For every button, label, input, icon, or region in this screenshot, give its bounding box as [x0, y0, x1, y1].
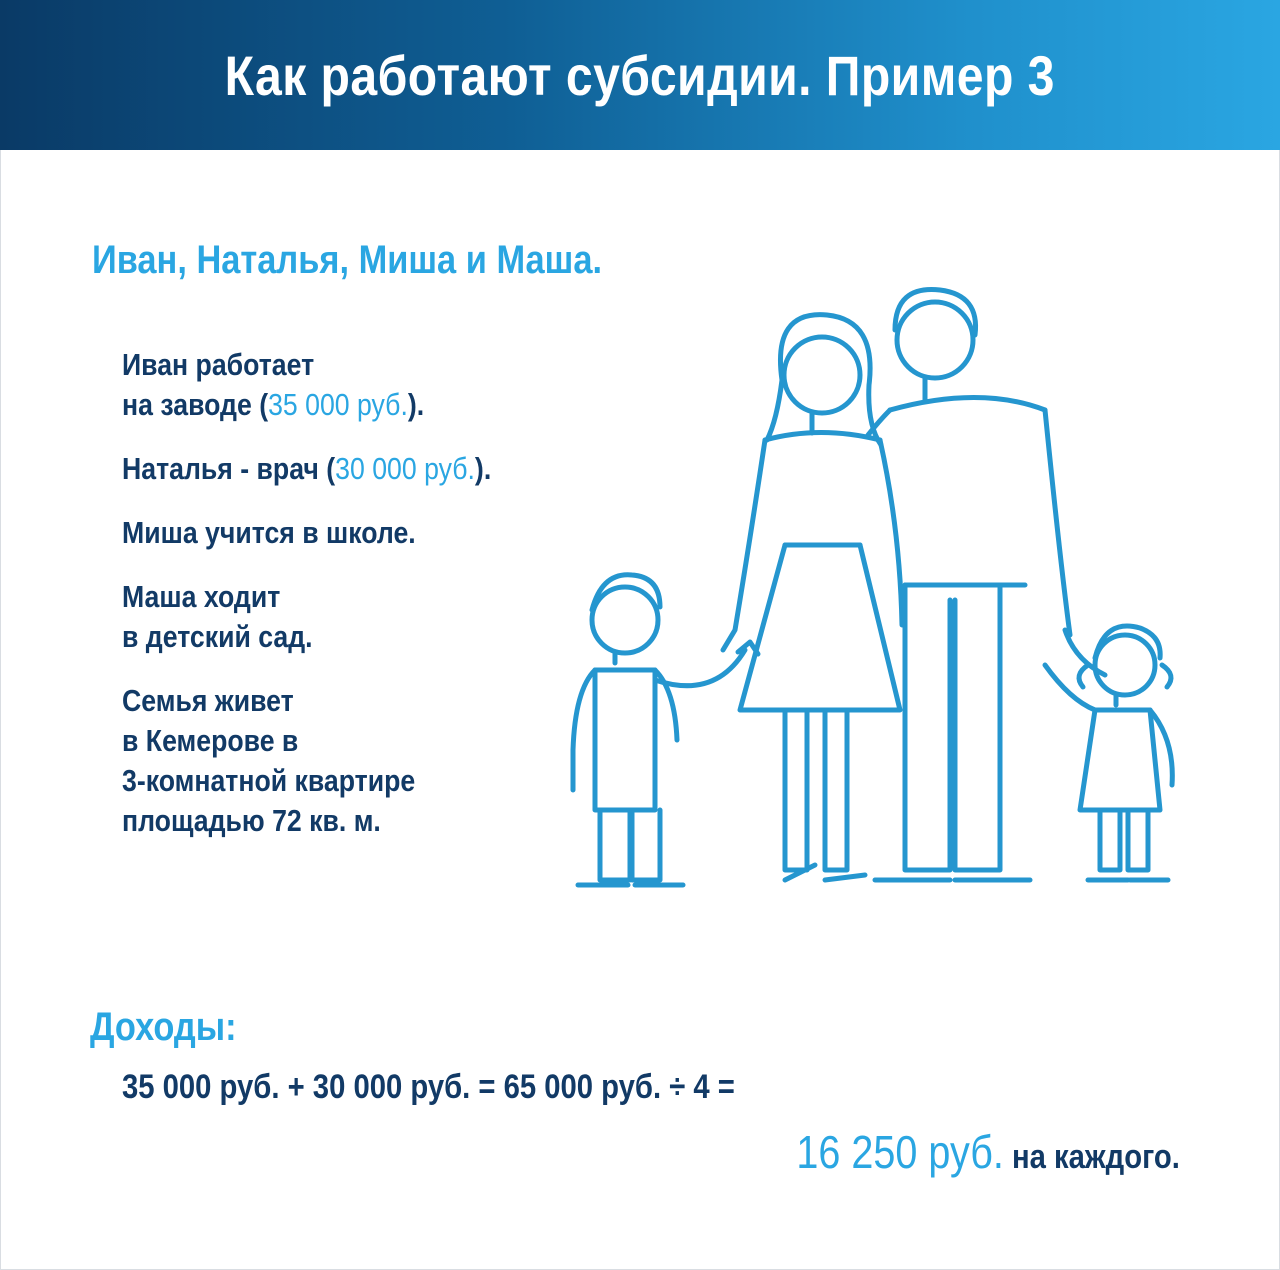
header-banner: [0, 0, 1280, 150]
man-figure-icon: [868, 290, 1105, 881]
fact-masha-line1: Маша ходит: [122, 579, 281, 614]
natalia-salary: 30 000 руб.: [335, 451, 475, 486]
family-illustration-icon: [560, 280, 1200, 910]
boy-figure-icon: [573, 575, 758, 885]
ivan-salary: 35 000 руб.: [268, 387, 408, 422]
family-names-text: Иван, Наталья, Миша и Маша.: [92, 238, 603, 282]
fact-housing-line3: 3-комнатной квартире: [122, 763, 416, 798]
fact-housing: [122, 681, 551, 841]
fact-housing-line2: в Кемерове в: [122, 723, 299, 758]
fact-ivan-line1: Иван работает: [122, 347, 315, 382]
per-person-amount: 16 250 руб.: [796, 1126, 1004, 1178]
income-heading: [90, 1005, 260, 1050]
fact-masha-line2: в детский сад.: [122, 619, 313, 654]
income-heading-text: Доходы:: [90, 1005, 237, 1049]
girl-figure-icon: [1045, 626, 1172, 880]
income-formula-text: 35 000 руб. + 30 000 руб. = 65 000 руб. ÷ 4 =: [122, 1068, 735, 1106]
fact-natalia-line: Наталья - врач (30 000 руб.).: [122, 451, 492, 486]
family-names-heading: [92, 238, 685, 283]
fact-ivan: [122, 345, 551, 425]
income-formula: [122, 1068, 835, 1107]
page-title: Как работают субсидии. Пример 3: [224, 43, 1056, 107]
fact-misha-line: Миша учится в школе.: [122, 515, 416, 550]
fact-masha: [122, 577, 551, 657]
family-facts: [122, 345, 551, 865]
income-result: [734, 1125, 1180, 1179]
fact-housing-line4: площадью 72 кв. м.: [122, 803, 381, 838]
fact-housing-line1: Семья живет: [122, 683, 294, 718]
fact-natalia: [122, 449, 551, 489]
fact-ivan-line2: на заводе (35 000 руб.).: [122, 387, 425, 422]
fact-misha: [122, 513, 551, 553]
income-result-text: [797, 1125, 1180, 1179]
per-person-suffix: на каждого.: [1012, 1138, 1180, 1176]
woman-figure-icon: [723, 315, 902, 880]
